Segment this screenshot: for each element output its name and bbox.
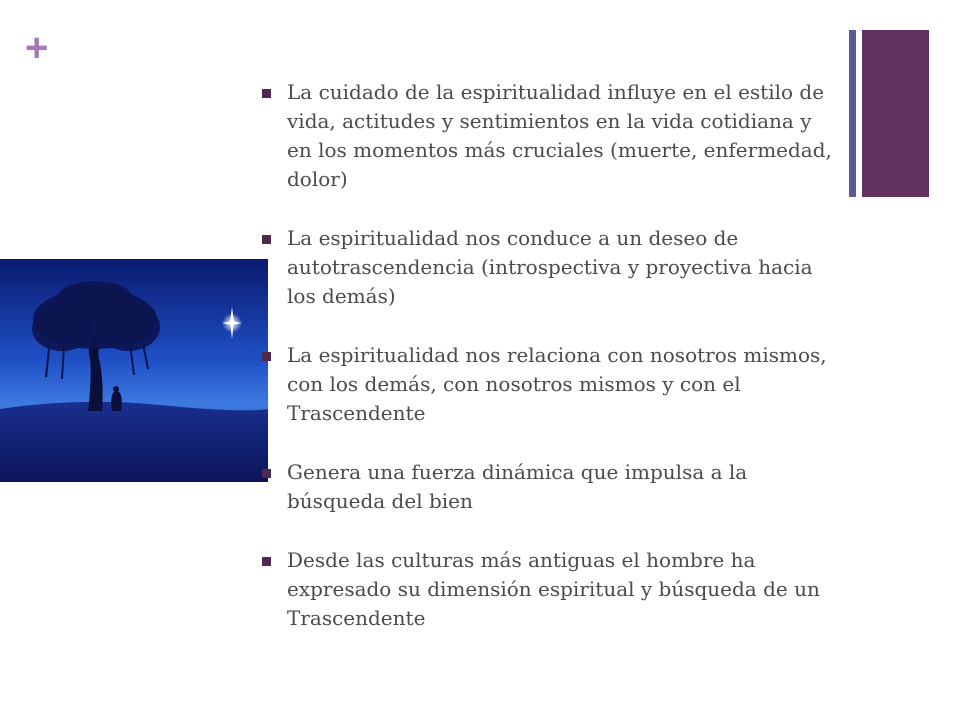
bullet-list	[262, 78, 832, 663]
square-bullet-icon	[262, 235, 271, 244]
list-item: Desde las culturas más antiguas el hombre ha expresado su dimensión espiritual y búsqueda de un Trascendente	[262, 546, 832, 633]
list-item: La cuidado de la espiritualidad influye en el estilo de vida, actitudes y sentimientos en la vida cotidiana y en los momentos más cruciales (muerte, enfermedad, dolor)	[262, 78, 832, 194]
decorative-bar-thick	[862, 30, 929, 197]
square-bullet-icon	[262, 89, 271, 98]
square-bullet-icon	[262, 352, 271, 361]
list-item: La espiritualidad nos conduce a un deseo de autotrascendencia (introspectiva y proyectiva hacia los demás)	[262, 224, 832, 311]
square-bullet-icon	[262, 557, 271, 566]
square-bullet-icon	[262, 469, 271, 478]
decorative-bar-thin	[849, 30, 856, 197]
list-item: Genera una fuerza dinámica que impulsa a la búsqueda del bien	[262, 458, 832, 516]
tree-meditation-image	[0, 259, 268, 482]
plus-icon: +	[25, 26, 49, 70]
list-item: La espiritualidad nos relaciona con nosotros mismos, con los demás, con nosotros mismos y con el Trascendente	[262, 341, 832, 428]
